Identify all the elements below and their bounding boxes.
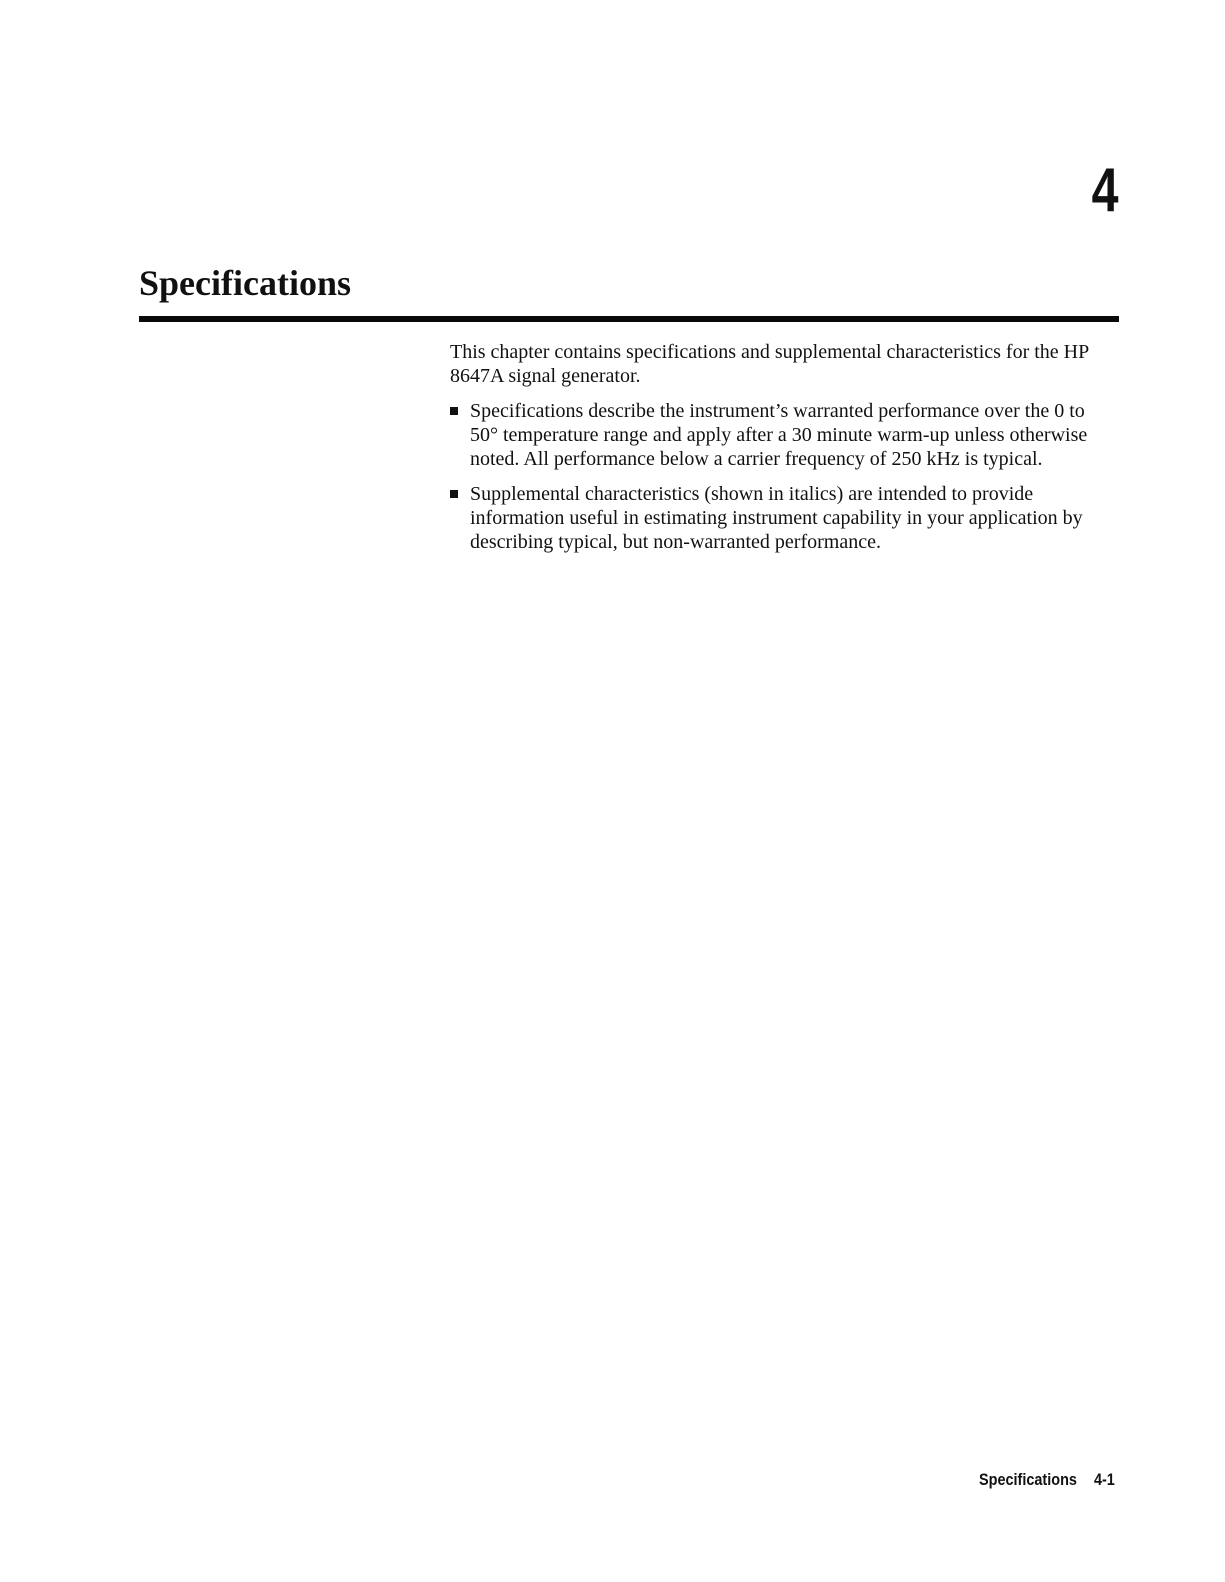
bullet-text: Supplemental characteristics (shown in italics) are intended to provide information useful in estimating instrument capability in your application by describing typical, but non-warranted performance. bbox=[470, 483, 1083, 553]
bullet-item-specifications bbox=[450, 399, 1110, 471]
square-bullet-icon bbox=[450, 407, 458, 415]
bullet-text: Specifications describe the instrument’s warranted performance over the 0 to 50° temperature range and apply after a 30 minute warm-up unless otherwise noted. All performance below a carrier frequency of 250 kHz is typical. bbox=[470, 400, 1088, 470]
chapter-number: 4 bbox=[1091, 156, 1118, 225]
chapter-content bbox=[450, 340, 1110, 565]
bullet-item-supplemental bbox=[450, 482, 1110, 554]
square-bullet-icon bbox=[450, 490, 458, 498]
chapter-title: Specifications bbox=[139, 263, 351, 303]
page-footer bbox=[979, 1470, 1115, 1490]
footer-page-number: 4-1 bbox=[1094, 1470, 1115, 1489]
intro-paragraph: This chapter contains specifications and supplemental characteristics for the HP 8647A signal generator. bbox=[450, 341, 1089, 387]
title-rule bbox=[139, 316, 1119, 322]
footer-section-title: Specifications bbox=[979, 1470, 1078, 1489]
bullet-list bbox=[450, 399, 1110, 554]
